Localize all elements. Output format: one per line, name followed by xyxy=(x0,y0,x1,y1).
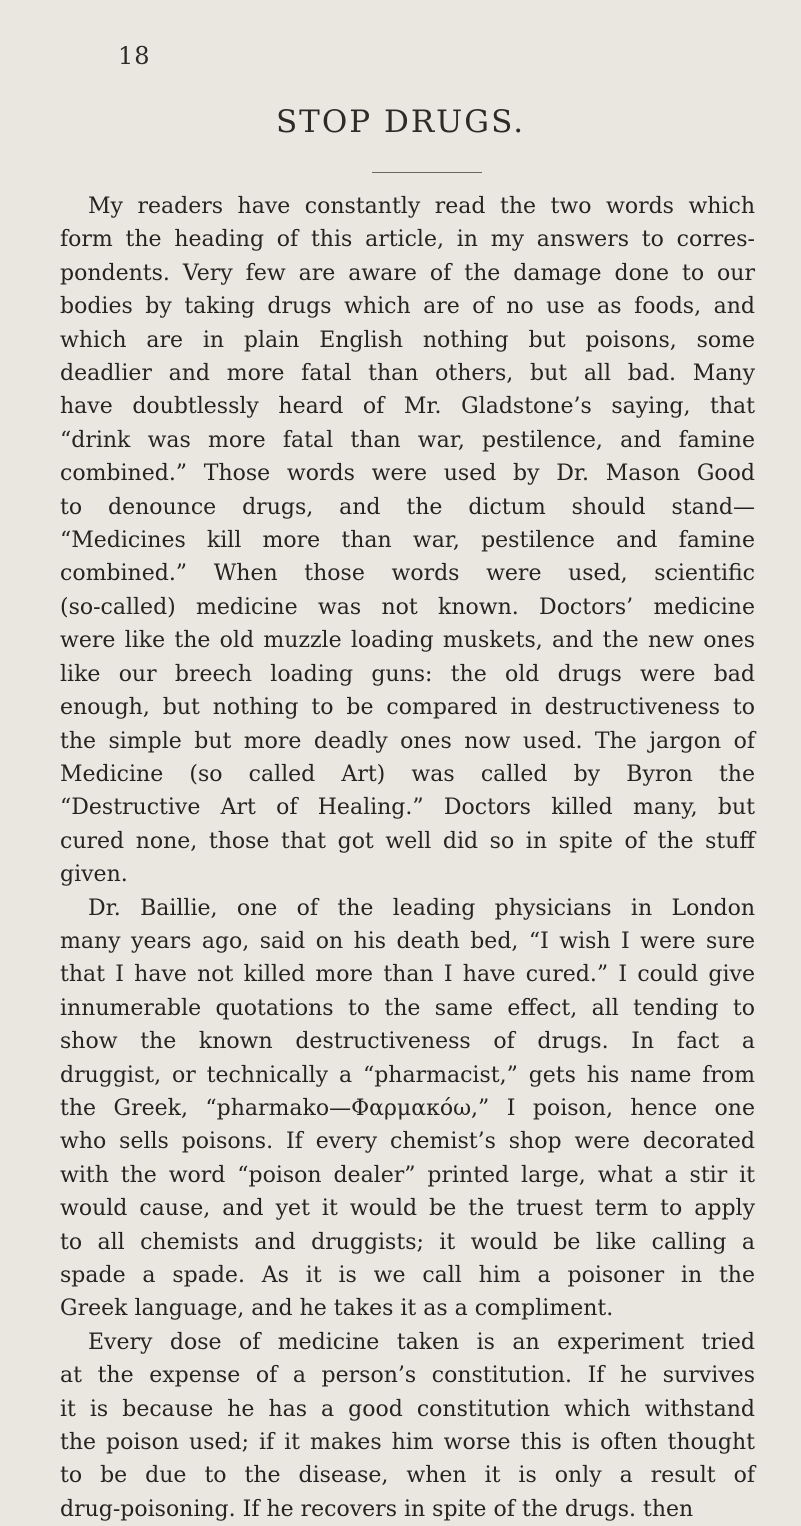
text-line: (so-called) medicine was not known. Doctors’ medicine xyxy=(60,594,755,620)
text-line: who sells poisons. If every chemist’s shop were decorated xyxy=(60,1129,755,1155)
text-line: to all chemists and druggists; it would be like calling a xyxy=(60,1229,755,1255)
text-line: druggist, or technically a “pharmacist,” gets his name from xyxy=(60,1062,755,1088)
article-body xyxy=(60,190,755,1526)
text-line: bodies by taking drugs which are of no use as foods, and xyxy=(60,294,755,320)
text-line: combined.” When those words were used, scientific xyxy=(60,561,755,587)
text-line: innumerable quotations to the same effect, all tending to xyxy=(60,995,755,1021)
text-line: My readers have constantly read the two words which xyxy=(88,194,755,219)
text-line: pondents. Very few are aware of the damage done to our xyxy=(60,260,755,286)
text-line: deadlier and more fatal than others, but all bad. Many xyxy=(60,361,755,387)
text-line: “Destructive Art of Healing.” Doctors killed many, but xyxy=(60,795,755,821)
text-line: Dr. Baillie, one of the leading physicians in London xyxy=(88,895,755,921)
page-number: 18 xyxy=(118,42,151,70)
text-line: to be due to the disease, when it is only a result of xyxy=(60,1463,755,1489)
article-title: STOP DRUGS. xyxy=(275,104,526,140)
title-rule xyxy=(372,172,482,173)
text-line: “drink was more fatal than war, pestilence, and famine xyxy=(60,427,755,453)
text-line: enough, but nothing to be compared in destructiveness to xyxy=(60,695,755,721)
text-line: with the word “poison dealer” printed large, what a stir it xyxy=(60,1162,755,1188)
text-line: the simple but more deadly ones now used. The jargon of xyxy=(60,728,755,754)
paragraph xyxy=(60,1326,755,1526)
text-line: Greek language, and he takes it as a compliment. xyxy=(60,1296,614,1322)
text-line: many years ago, said on his death bed, “I wish I were sure xyxy=(60,928,755,954)
text-line: Medicine (so called Art) was called by Byron the xyxy=(60,761,755,787)
text-line: like our breech loading guns: the old drugs were bad xyxy=(60,661,755,687)
text-line: that I have not killed more than I have cured.” I could give xyxy=(60,962,755,988)
text-line: were like the old muzzle loading muskets, and the new ones xyxy=(60,628,755,654)
text-line: the poison used; if it makes him worse this is often thought xyxy=(60,1430,755,1456)
text-line: given. xyxy=(60,862,128,888)
text-line: it is because he has a good constitution which withstand xyxy=(60,1396,755,1422)
text-line: cured none, those that got well did so in spite of the stuff xyxy=(60,828,755,854)
text-line: combined.” Those words were used by Dr. Mason Good xyxy=(60,461,755,487)
text-line: show the known destructiveness of drugs. In fact a xyxy=(60,1029,755,1055)
text-line: “Medicines kill more than war, pestilence and famine xyxy=(60,528,755,554)
text-line: have doubtlessly heard of Mr. Gladstone’s saying, that xyxy=(60,394,755,420)
paragraph xyxy=(60,892,755,1326)
paragraph xyxy=(60,190,755,892)
text-line: which are in plain English nothing but poisons, some xyxy=(60,327,755,353)
text-line: form the heading of this article, in my answers to corres- xyxy=(60,227,755,253)
text-line: the Greek, “pharmako—Φαρμακόω,” I poison, hence one xyxy=(60,1095,755,1121)
text-line: would cause, and yet it would be the truest term to apply xyxy=(60,1196,755,1222)
text-line: at the expense of a person’s constitution. If he survives xyxy=(60,1363,755,1389)
text-line: spade a spade. As it is we call him a poisoner in the xyxy=(60,1263,755,1288)
text-line: to denounce drugs, and the dictum should stand— xyxy=(60,494,755,520)
text-line: drug-poisoning. If he recovers in spite of the drugs. then xyxy=(60,1496,694,1522)
text-line: Every dose of medicine taken is an experiment tried xyxy=(88,1329,755,1355)
